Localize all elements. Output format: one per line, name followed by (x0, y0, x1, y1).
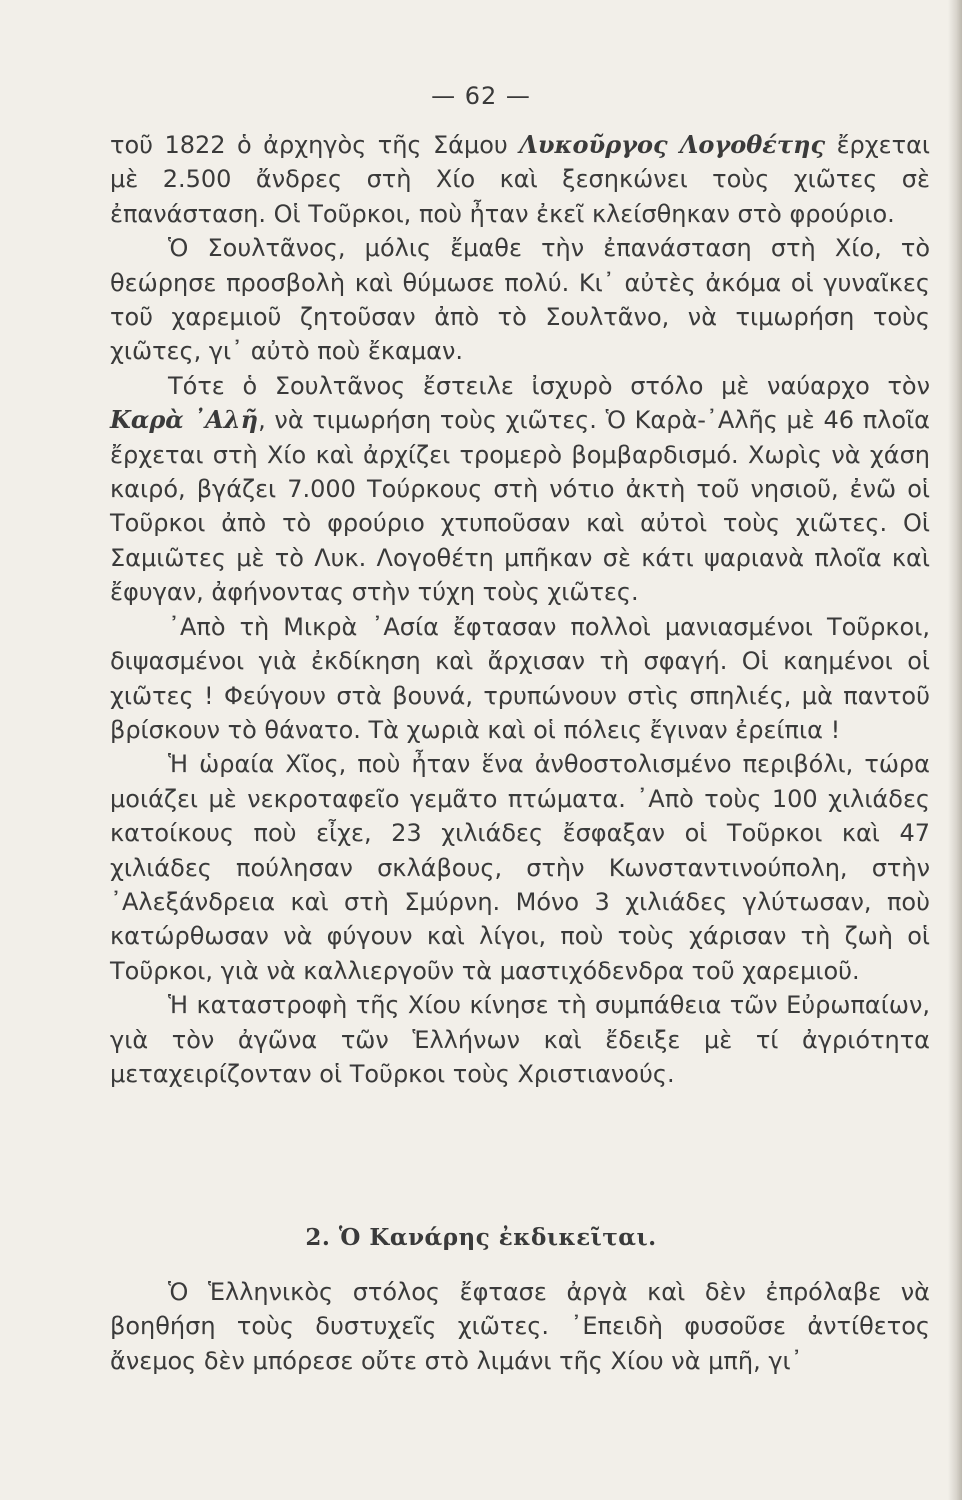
section-heading: 2. Ὁ Κανάρης ἐκδικεῖται. (305, 1224, 657, 1251)
paragraph (110, 1275, 930, 1378)
page-edge-shadow (948, 0, 962, 1500)
person-name: Λυκοῦργος Λογοθέτης (519, 130, 826, 159)
paragraph (110, 747, 930, 988)
paragraph-text: ἔρχεται μὲ 2.500 ἄνδρες στὴ Χίο καὶ ξεσηκώνει τοὺς χιῶτες σὲ ἐπανάσταση. Οἱ Τοῦρκοι, ποὺ ἦταν ἐκεῖ κλείσθηκαν στὸ φρούριο. (110, 131, 931, 228)
paragraph (110, 369, 930, 610)
paragraph-text: τοῦ 1822 ὁ ἀρχηγὸς τῆς Σάμου (110, 131, 520, 159)
paragraph (110, 128, 930, 231)
body-text-continued (110, 1275, 930, 1378)
paragraph-text: Ὁ Ἑλληνικὸς στόλος ἔφτασε ἀργὰ καὶ δὲν ἐπρόλαβε νὰ βοηθήση τοὺς δυστυχεῖς χιῶτες. ᾽Επειδὴ φυσοῦσε ἀντίθετος ἄνεμος δὲν μπόρεσε οὔτε στὸ λιμάνι τῆς Χίου νὰ μπῆ, γι᾽ (110, 1278, 930, 1375)
paragraph-text: Ἡ καταστροφὴ τῆς Χίου κίνησε τὴ συμπάθεια τῶν Εὐρωπαίων, γιὰ τὸν ἀγῶνα τῶν Ἑλλήνων καὶ ἔδειξε μὲ τί ἀγριότητα μεταχειρίζονταν οἱ Τοῦρκοι τοὺς Χριστιανούς. (110, 991, 930, 1088)
paragraph (110, 231, 930, 369)
body-text (110, 128, 930, 1091)
paragraph-text: Τότε ὁ Σουλτᾶνος ἔστειλε ἰσχυρὸ στόλο μὲ ναύαρχο τὸν (168, 371, 930, 400)
paragraph-text: , νὰ τιμωρήση τοὺς χιῶτες. Ὁ Καρὰ-᾽Αλῆς μὲ 46 πλοῖα ἔρχεται στὴ Χίο καὶ ἀρχίζει τρομερὸ βομβαρδισμό. Χωρὶς νὰ χάση καιρό, βγάζει 7.000 Τούρκους στὴ νότιο ἀκτὴ τοῦ νησιοῦ, ἐνῶ οἱ Τοῦρκοι ἀπὸ τὸ φρούριο χτυποῦσαν καὶ αὐτοὶ τοὺς χιῶτες. Οἱ Σαμιῶτες μὲ τὸ Λυκ. Λογοθέτη μπῆκαν σὲ κάτι ψαριανὰ πλοῖα καὶ ἔφυγαν, ἀφήνοντας στὴν τύχη τοὺς χιῶτες. (110, 406, 931, 607)
page-number: — 62 — (431, 82, 531, 110)
paragraph (110, 988, 930, 1091)
paragraph-text: ᾽Απὸ τὴ Μικρὰ ᾽Ασία ἔφτασαν πολλοὶ μανιασμένοι Τοῦρκοι, διψασμένοι γιὰ ἐκδίκηση καὶ ἄρχισαν τὴ σφαγή. Οἱ καημένοι οἱ χιῶτες ! Φεύγουν στὰ βουνά, τρυπώνουν στὶς σπηλιές, μὰ παντοῦ βρίσκουν τὸ θάνατο. Τὰ χωριὰ καὶ οἱ πόλεις ἔγιναν ἐρείπια ! (110, 612, 930, 744)
paragraph-text: Ὁ Σουλτᾶνος, μόλις ἔμαθε τὴν ἐπανάσταση στὴ Χίο, τὸ θεώρησε προσβολὴ καὶ θύμωσε πολύ. Κι᾽ αὐτὲς ἀκόμα οἱ γυναῖκες τοῦ χαρεμιοῦ ζητοῦσαν ἀπὸ τὸ Σουλτᾶνο, νὰ τιμωρήση τοὺς χιῶτες, γι᾽ αὐτὸ ποὺ ἔκαμαν. (110, 234, 930, 366)
person-name: Καρὰ ᾽Αλῆ (110, 405, 259, 435)
paragraph (110, 610, 930, 748)
paragraph-text: Ἡ ὡραία Χῖος, ποὺ ἦταν ἕνα ἀνθοστολισμένο περιβόλι, τώρα μοιάζει μὲ νεκροταφεῖο γεμᾶτο πτώματα. ᾽Απὸ τοὺς 100 χιλιάδες κατοίκους ποὺ εἶχε, 23 χιλιάδες ἔσφαξαν οἱ Τοῦρκοι καὶ 47 χιλιάδες πούλησαν σκλάβους, στὴν Κωνσταντινούπολη, στὴν ᾽Αλεξάνδρεια καὶ στὴ Σμύρνη. Μόνο 3 χιλιάδες γλύτωσαν, ποὺ κατώρθωσαν νὰ φύγουν καὶ λίγοι, ποὺ τοὺς χάρισαν τὴ ζωὴ οἱ Τοῦρκοι, γιὰ νὰ καλλιεργοῦν τὰ μαστιχόδενδρα τοῦ χαρεμιοῦ. (110, 750, 930, 985)
